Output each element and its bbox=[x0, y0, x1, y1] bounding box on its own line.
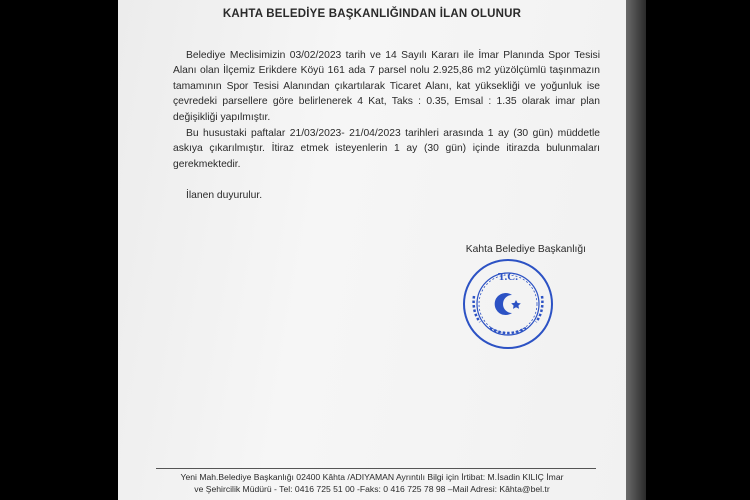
page-shadow-edge bbox=[626, 0, 646, 500]
signature-line: Kahta Belediye Başkanlığı bbox=[465, 244, 586, 255]
footer-contact-line-1: Yeni Mah.Belediye Başkanlığı 02400 Kâhta /ADIYAMAN Ayrıntılı Bilgi için İrtibat: M.İsadin KILIÇ İmar bbox=[180, 472, 564, 482]
footer-contact-line-2: ve Şehircilik Müdürü - Tel: 0416 725 51 00 -Faks: 0 416 725 78 98 –Mail Adresi: Kâhta@bel.tr bbox=[194, 484, 550, 494]
page-title: KAHTA BELEDİYE BAŞKANLIĞINDAN İLAN OLUNUR bbox=[222, 8, 522, 20]
paragraph-objection: Bu husustaki paftalar 21/03/2023- 21/04/2023 tarihleri arasında 1 ay (30 gün) müddetle askıya çıkarılmıştır. İtiraz etmek isteyenlerin 1 ay (30 gün) içinde itirazda bulunmaları gerekmektedir. bbox=[173, 128, 600, 170]
municipality-seal-icon bbox=[460, 256, 556, 352]
document-page bbox=[118, 0, 626, 500]
seal-text: T.C. bbox=[498, 271, 518, 283]
paragraph-decision: Belediye Meclisimizin 03/02/2023 tarih ve 14 Sayılı Kararı ile İmar Planında Spor Tesisi Alanı olan İlçemiz Erikdere Köyü 161 ada 7 parsel nolu 2.925,86 m2 yüzölçümlü taşınmazın tamamının Spor Tesisi Alanından çıkartılarak Ticaret Alanı, kat yüksekliği ve yoğunluk ise çevredeki parsellere göre belirlenerek 4 Kat, Taks : 0.35, Emsal : 1.35 olarak imar plan değişikliği yapılmıştır. bbox=[173, 50, 600, 123]
paragraph-announcement: İlanen duyurulur. bbox=[186, 190, 263, 201]
footer-divider bbox=[156, 468, 596, 469]
